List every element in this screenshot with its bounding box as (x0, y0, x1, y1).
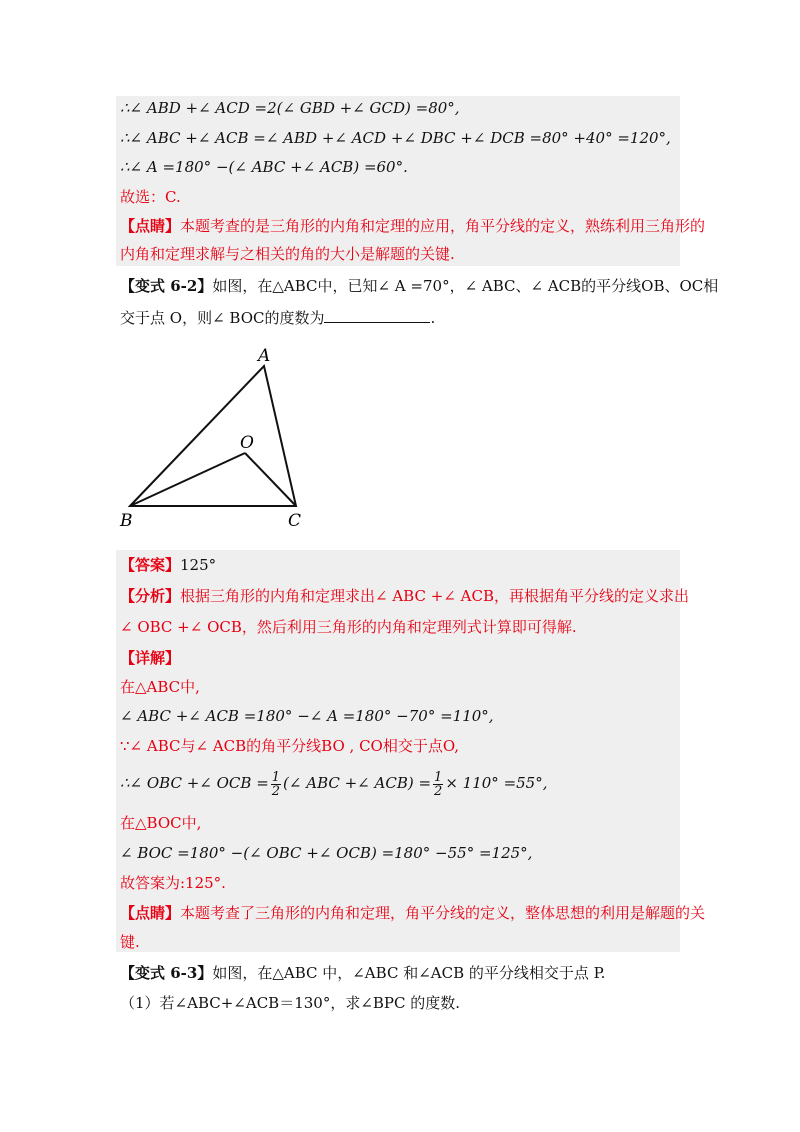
analysis-line-1 (120, 586, 689, 606)
comment-line-1 (120, 216, 705, 236)
detail-line-2: ∠ ABC +∠ ACB =180° −∠ A =180° −70° =110°, (120, 707, 494, 725)
problem-63-tag: 【变式 6-3】 (120, 964, 213, 982)
comment-tag: 【点睛】 (120, 217, 181, 235)
detail-4-post: × 110° =55°, (445, 774, 548, 792)
fraction-numerator: 1 (271, 769, 281, 785)
answer-blank (324, 308, 430, 323)
comment-line-2: 内角和定理求解与之相关的角的大小是解题的关键. (120, 245, 455, 263)
comment-2-tag: 【点睛】 (120, 904, 181, 922)
detail-line-6: ∠ BOC =180° −(∠ OBC +∠ OCB) =180° −55° =125°, (120, 844, 533, 862)
problem-62-period: . (430, 309, 436, 327)
answer-line (120, 555, 216, 575)
detail-line-7: 故答案为:125°. (120, 874, 226, 892)
comment-text-1: 本题考查的是三角形的内角和定理的应用，角平分线的定义，熟练利用三角形的 (180, 217, 706, 235)
label-b: B (120, 511, 133, 531)
triangle-abc (130, 366, 296, 506)
detail-line-5: 在△BOC中, (120, 814, 202, 832)
problem-62-tag: 【变式 6-2】 (120, 277, 213, 295)
triangle-figure (110, 340, 330, 540)
choice-line: 故选：C. (120, 188, 181, 206)
solution-continuation-block (116, 96, 680, 266)
problem-63-line (120, 963, 605, 983)
fraction-denominator-2: 2 (434, 783, 443, 799)
detail-line-3: ∵∠ ABC与∠ ACB的角平分线BO , CO相交于点O, (120, 737, 460, 755)
analysis-text-1: 根据三角形的内角和定理求出∠ ABC +∠ ACB，再根据角平分线的定义求出 (180, 587, 689, 605)
problem-63-text: 如图，在△ABC 中，∠ABC 和∠ACB 的平分线相交于点 P. (212, 964, 606, 982)
answer-value: 125° (180, 556, 217, 574)
answer-tag: 【答案】 (120, 556, 181, 574)
label-a: A (258, 346, 271, 366)
detail-tag: 【详解】 (120, 649, 181, 667)
analysis-tag: 【分析】 (120, 587, 181, 605)
problem-63-sub-1: （1）若∠ABC+∠ACB＝130°，求∠BPC 的度数. (120, 994, 461, 1012)
detail-4-pre: ∴∠ OBC +∠ OCB = (120, 774, 269, 792)
detail-line-1: 在△ABC中, (120, 678, 200, 696)
fraction-half-2 (433, 771, 443, 798)
fraction-denominator: 2 (271, 783, 281, 799)
solution-line-1: ∴∠ ABD +∠ ACD =2(∠ GBD +∠ GCD) =80°, (120, 99, 460, 117)
bisector-bo (130, 453, 245, 506)
bisector-co (245, 453, 296, 506)
analysis-line-2: ∠ OBC +∠ OCB，然后利用三角形的内角和定理列式计算即可得解. (120, 618, 577, 636)
detail-line-4 (120, 766, 548, 800)
fraction-numerator-2: 1 (434, 769, 443, 785)
comment-2-text-1: 本题考查了三角形的内角和定理，角平分线的定义，整体思想的利用是解题的关 (180, 904, 706, 922)
fraction-half (271, 771, 281, 798)
problem-62-line-1 (120, 276, 718, 296)
comment-2-line-2: 键. (120, 933, 140, 951)
label-c: C (288, 511, 302, 531)
problem-62-line-2 (120, 308, 435, 328)
problem-62-text-2: 交于点 O，则∠ BOC的度数为 (120, 309, 325, 327)
solution-line-3: ∴∠ A =180° −(∠ ABC +∠ ACB) =60°. (120, 158, 408, 176)
solution-line-2: ∴∠ ABC +∠ ACB =∠ ABD +∠ ACD +∠ DBC +∠ DCB =80° +40° =120°, (120, 129, 671, 147)
label-o: O (240, 433, 254, 453)
comment-2-line-1 (120, 903, 705, 923)
problem-62-text-1: 如图，在△ABC中，已知∠ A =70°，∠ ABC、∠ ACB的平分线OB、OC相 (212, 277, 719, 295)
detail-4-mid: (∠ ABC +∠ ACB) = (283, 774, 432, 792)
